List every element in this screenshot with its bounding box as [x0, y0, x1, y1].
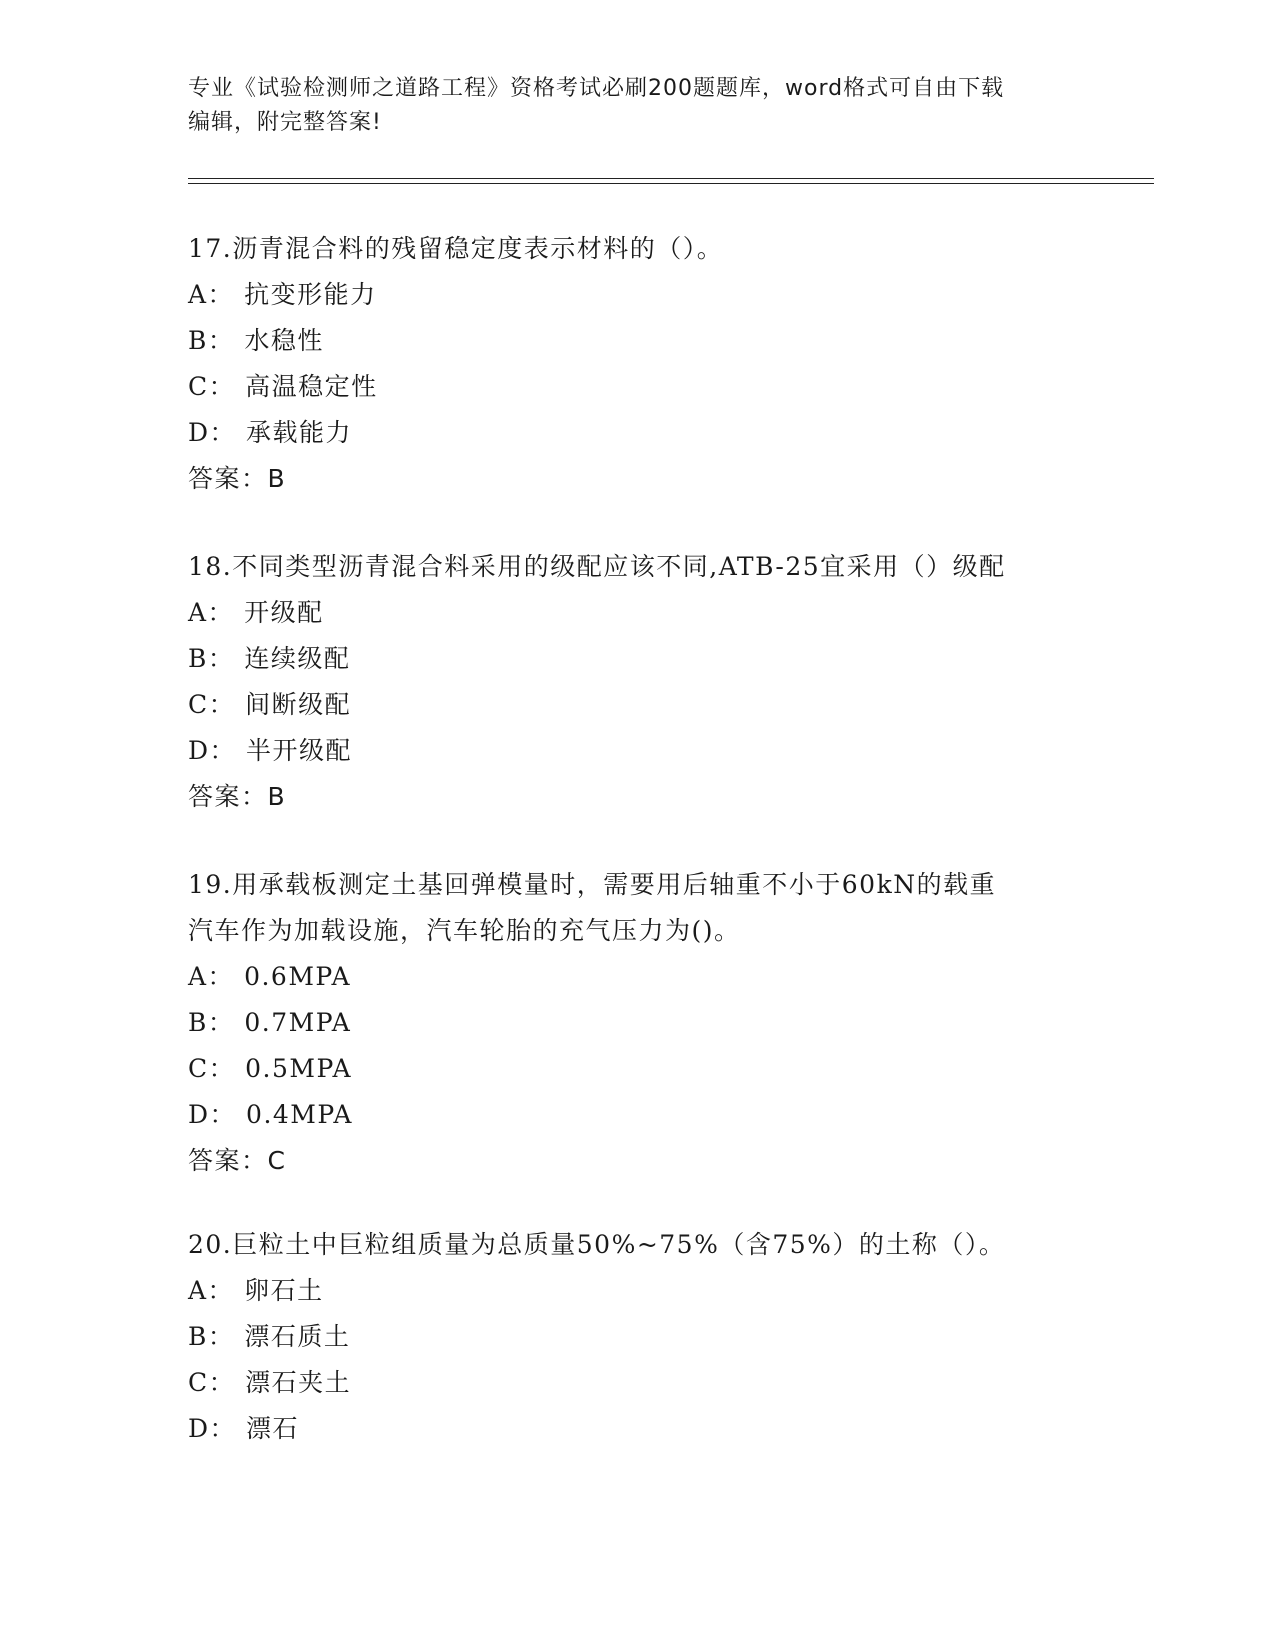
option-key: B：	[188, 1322, 235, 1351]
document-header	[188, 72, 1088, 140]
header-line-1: 专业《试验检测师之道路工程》资格考试必刷200题题库，word格式可自由下载	[188, 76, 1005, 101]
question-stem: 18.不同类型沥青混合料采用的级配应该不同,ATB-25宜采用（）级配	[188, 552, 1006, 581]
option-key: D：	[188, 1100, 237, 1129]
option-key: D：	[188, 736, 237, 765]
option-key: A：	[188, 1276, 235, 1305]
option-text: 漂石质土	[244, 1322, 351, 1351]
option-d	[188, 1406, 1088, 1452]
option-text: 0.5MPA	[245, 1054, 353, 1083]
question-17	[188, 226, 1088, 502]
option-key: A：	[188, 280, 235, 309]
option-text: 承载能力	[246, 418, 353, 447]
option-key: B：	[188, 644, 235, 673]
question-stem-line-2: 汽车作为加载设施，汽车轮胎的充气压力为()。	[188, 916, 741, 945]
option-key: A：	[188, 598, 235, 627]
option-text: 间断级配	[245, 690, 352, 719]
option-text: 高温稳定性	[245, 372, 378, 401]
option-text: 卵石土	[244, 1276, 324, 1305]
option-text: 漂石夹土	[245, 1368, 352, 1397]
option-text: 0.6MPA	[244, 962, 351, 991]
option-b	[188, 318, 1088, 364]
option-key: C：	[188, 372, 236, 401]
option-key: C：	[188, 1368, 236, 1397]
option-key: B：	[188, 1008, 235, 1037]
option-text: 半开级配	[246, 736, 353, 765]
option-text: 0.7MPA	[244, 1008, 352, 1037]
option-a	[188, 954, 1088, 1000]
option-text: 连续级配	[244, 644, 351, 673]
option-b	[188, 1000, 1088, 1046]
option-c	[188, 1046, 1088, 1092]
option-key: C：	[188, 690, 236, 719]
header-divider	[188, 178, 1154, 184]
option-c	[188, 1360, 1088, 1406]
question-18	[188, 544, 1088, 820]
option-b	[188, 636, 1088, 682]
option-d	[188, 1092, 1088, 1138]
option-key: B：	[188, 326, 235, 355]
question-19	[188, 862, 1088, 1184]
option-text: 0.4MPA	[246, 1100, 353, 1129]
question-stem: 17.沥青混合料的残留稳定度表示材料的（）。	[188, 234, 724, 263]
option-d	[188, 728, 1088, 774]
option-c	[188, 364, 1088, 410]
option-text: 漂石	[246, 1414, 300, 1443]
option-text: 开级配	[244, 598, 324, 627]
option-a	[188, 272, 1088, 318]
option-key: C：	[188, 1054, 236, 1083]
question-stem: 20.巨粒土中巨粒组质量为总质量50%~75%（含75%）的土称（）。	[188, 1230, 1006, 1259]
header-line-2: 编辑，附完整答案!	[188, 110, 382, 135]
option-a	[188, 590, 1088, 636]
answer-line: 答案：B	[188, 782, 287, 811]
question-20	[188, 1222, 1088, 1452]
answer-line: 答案：C	[188, 1146, 287, 1175]
option-b	[188, 1314, 1088, 1360]
option-d	[188, 410, 1088, 456]
option-key: D：	[188, 1414, 237, 1443]
option-key: A：	[188, 962, 235, 991]
option-key: D：	[188, 418, 237, 447]
option-text: 水稳性	[244, 326, 324, 355]
option-c	[188, 682, 1088, 728]
option-a	[188, 1268, 1088, 1314]
question-stem-line-1: 19.用承载板测定土基回弹模量时，需要用后轴重不小于60kN的载重	[188, 870, 997, 899]
answer-line: 答案：B	[188, 464, 287, 493]
option-text: 抗变形能力	[244, 280, 377, 309]
